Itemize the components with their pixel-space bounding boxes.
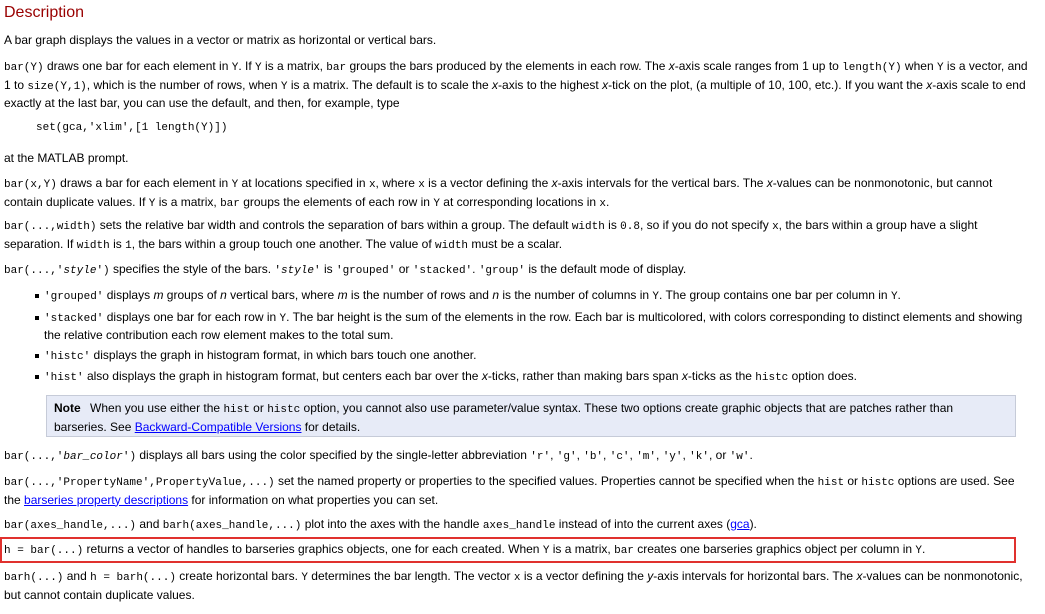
code: 'b' [583,451,604,463]
code: ' [274,265,281,277]
code: x [513,572,521,584]
text: , which is the number of rows, when [86,77,281,92]
list-item-stacked [0,309,1035,344]
text: -axis intervals for horizontal bars. The [653,569,857,583]
emphasis: y [647,569,654,583]
code: Y [301,572,308,584]
code: bar(...,' [4,265,64,277]
text: instead of into the current axes ( [555,517,731,531]
code: bar [326,62,347,74]
text: is [604,218,621,232]
text: specifies the style of the bars. [109,262,275,276]
code: histc [861,477,895,489]
code: x [368,179,376,191]
note-box [46,395,1016,437]
text: -values can be nonmonotonic, but cannot contain duplicate values. [4,569,1023,602]
text: -axis to the highest [498,77,603,92]
text: . [922,542,926,556]
text: , where [375,176,419,190]
text: is a matrix, [155,194,221,209]
gca-link[interactable]: gca [730,517,750,531]
code: bar [614,545,634,557]
code: bar [220,197,240,210]
code: 'w' [729,451,750,463]
paragraph-property-value [4,473,1034,508]
text: , or [708,448,730,462]
code: barh(...) [4,572,64,584]
emphasis: x [681,369,688,383]
text: at corresponding locations in [439,194,600,209]
text: -ticks, rather than making bars span [487,369,682,383]
text: draws a bar for each element in [56,176,232,190]
code: Y [542,545,550,557]
text: When you use either the [90,401,224,415]
text: displays all bars using the color specified by the single-letter abbreviation [136,448,531,462]
paragraph-bar-width [4,217,1034,254]
text: is the number of rows and [347,288,493,302]
text: set the named property or properties to the specified values. Properties cannot be specified when the [274,474,818,488]
emphasis: n [220,288,227,302]
section-heading: Description [4,4,85,21]
text: , [603,448,610,462]
code: x [599,197,606,210]
text: . The bar height is the sum of the elements in the row. Each bar is multicolored, with colors corresponding to distinct elements and showing the relative contribution each row element makes to the total sum. [44,309,1023,342]
code: ') [96,265,110,277]
text: -ticks as the [687,369,756,383]
text: and [63,569,91,583]
text: is a matrix, [261,59,327,73]
code: 'y' [662,451,683,463]
paragraph-barh [4,568,1034,603]
code: Y [915,545,923,557]
text: displays the graph in histogram format, in which bars touch one another. [90,347,477,362]
code: Y [280,80,288,93]
barseries-property-descriptions-link[interactable]: barseries property descriptions [24,492,189,507]
paragraph-bar-y [4,58,1034,112]
text: is the number of columns in [499,288,653,302]
text: is a vector defining the [424,176,552,190]
text: -axis scale to end exactly at the last bar, you can use the default, and then, for example, type [4,77,1026,110]
code: hist [817,477,845,489]
text: . [749,448,753,462]
emphasis: x [481,369,488,383]
code: Y [652,291,660,303]
text: creates one barseries graphics object per column in [633,542,916,556]
text: also displays the graph in histogram format, but centers each bar over the [83,369,482,383]
code: bar(...,'PropertyName',PropertyValue,...) [4,477,275,489]
code: 0.8 [620,221,640,233]
intro-paragraph: A bar graph displays the values in a vector or matrix as horizontal or vertical bars. [4,33,437,47]
text: -values can be nonmonotonic, but cannot contain duplicate values. If [4,176,993,209]
code-bar-x-y: bar(x,Y) [4,179,57,191]
text: is a matrix, [549,542,615,556]
code: hist [223,404,250,416]
code: 'k' [689,451,709,463]
code: width [76,239,110,252]
text: or [249,401,268,415]
code: Y [890,291,898,303]
code-bar-width: bar(...,width) [4,221,97,233]
code: 'grouped' [335,265,396,277]
text: is the default mode of display. [525,262,687,276]
code: 'stacked' [412,265,473,277]
text: . The group contains one bar per column in [659,288,891,302]
text: or [395,262,413,276]
text: is [109,236,126,251]
text: returns a vector of handles to barseries graphics objects, one for each created. When [83,542,543,556]
paragraph-h-bar [4,541,1034,560]
code: 1 [125,239,132,252]
text: , the bars within a group have a slight separation. If [4,218,978,251]
text: . [605,194,610,209]
text: draws one bar for each element in [43,59,232,73]
text: option, you cannot also use parameter/value syntax. These two options create graphic objects that are patches rather than barseries. See [54,401,954,434]
code: 'group' [478,265,526,277]
code: ' [314,265,321,277]
text: groups of [163,288,221,302]
emphasis: x [926,77,933,92]
code: size(Y,1) [27,80,87,93]
emphasis: bar_color [63,451,123,463]
text: vertical bars, where [226,288,338,302]
code: Y [148,197,156,210]
emphasis: x [856,569,863,583]
code-bar-y: bar(Y) [4,62,44,74]
text: displays one bar for each row in [103,309,280,324]
text: at locations specified in [238,176,369,190]
emphasis: style [281,265,315,277]
note-label: Note [54,401,81,415]
code: bar(axes_handle,...) [4,520,137,532]
paragraph-bar-x-y [4,175,1034,212]
code: bar(...,' [4,451,64,463]
list-item-hist [0,368,1035,387]
emphasis: x [766,176,773,190]
emphasis: x [602,77,609,92]
paragraph-bar-style [4,261,1034,280]
text: -axis scale ranges from 1 up to [674,59,843,73]
code: length(Y) [842,62,902,74]
text: and [136,517,163,531]
code-example: set(gca,'xlim',[1 length(Y)]) [36,122,228,134]
code: ') [122,451,137,463]
text: , [576,448,584,462]
code: Y [255,62,262,74]
text: when [901,59,937,73]
code: Y [279,312,287,325]
list-item-histc [0,347,1035,366]
code: width [571,221,605,233]
text: , the bars within a group touch one another. The value of [131,236,436,251]
list-item-grouped [0,287,1035,306]
text: . If [238,59,255,73]
emphasis: n [492,288,499,302]
text: -axis intervals for the vertical bars. The [557,176,767,190]
code: x [772,221,779,233]
text: , [682,448,690,462]
code: 'hist' [44,372,84,384]
code: Y [231,62,239,74]
text: ). [749,517,757,531]
text: groups the elements of each row in [239,194,434,209]
code: width [435,239,469,252]
paragraph-axes-handle [4,516,1034,535]
code: 'histc' [44,350,91,363]
emphasis: m [153,288,164,302]
code: Y [231,179,239,191]
text: is [320,262,336,276]
style-options-list [0,287,1035,387]
text: options are used. See the [4,474,1015,507]
text: . [897,288,901,302]
emphasis: style [63,265,97,277]
text: option does. [788,369,858,383]
code: x [418,179,425,191]
text: must be a scalar. [468,236,563,251]
text: plot into the axes with the handle [301,517,483,531]
text: -tick on the plot, (a multiple of 10, 100, etc.). If you want the [608,77,927,92]
code: histc [755,372,789,384]
emphasis: x [551,176,558,190]
emphasis: m [337,288,348,302]
text: create horizontal bars. [175,569,302,583]
code: Y [433,197,440,210]
code: 'grouped' [44,291,104,303]
text: groups the bars produced by the elements in each row. The [346,59,669,73]
matlab-prompt-text: at the MATLAB prompt. [4,151,129,165]
text: determines the bar length. The vector [307,569,514,583]
text: displays [103,288,154,302]
text: sets the relative bar width and controls the separation of bars within a group. The default [96,218,572,232]
code: 'g' [556,451,577,463]
text: is a matrix. The default is to scale the [287,77,493,92]
text: for information on what properties you can set. [188,492,439,507]
code: Y [936,62,944,74]
code: h = bar(...) [4,545,84,557]
emphasis: x [668,59,675,73]
text: , [550,448,557,462]
code: h = barh(...) [90,572,176,584]
code: 'm' [636,451,657,463]
emphasis: x [492,77,499,92]
text: is a vector defining the [520,569,648,583]
paragraph-bar-color [4,447,1034,466]
text: or [844,474,862,488]
code: histc [267,404,301,416]
code: 'r' [530,451,551,463]
code: axes_handle [482,520,556,532]
text: , so if you do not specify [639,218,773,232]
text: . [472,262,479,276]
code: 'c' [609,451,630,463]
text: , [656,448,663,462]
text: is a vector, and 1 to [4,59,1028,92]
code: 'stacked' [44,312,104,325]
text: , [629,448,637,462]
backward-compatible-versions-link[interactable]: Backward-Compatible Versions [134,419,302,434]
code: barh(axes_handle,...) [162,520,302,532]
text: for details. [301,419,361,434]
